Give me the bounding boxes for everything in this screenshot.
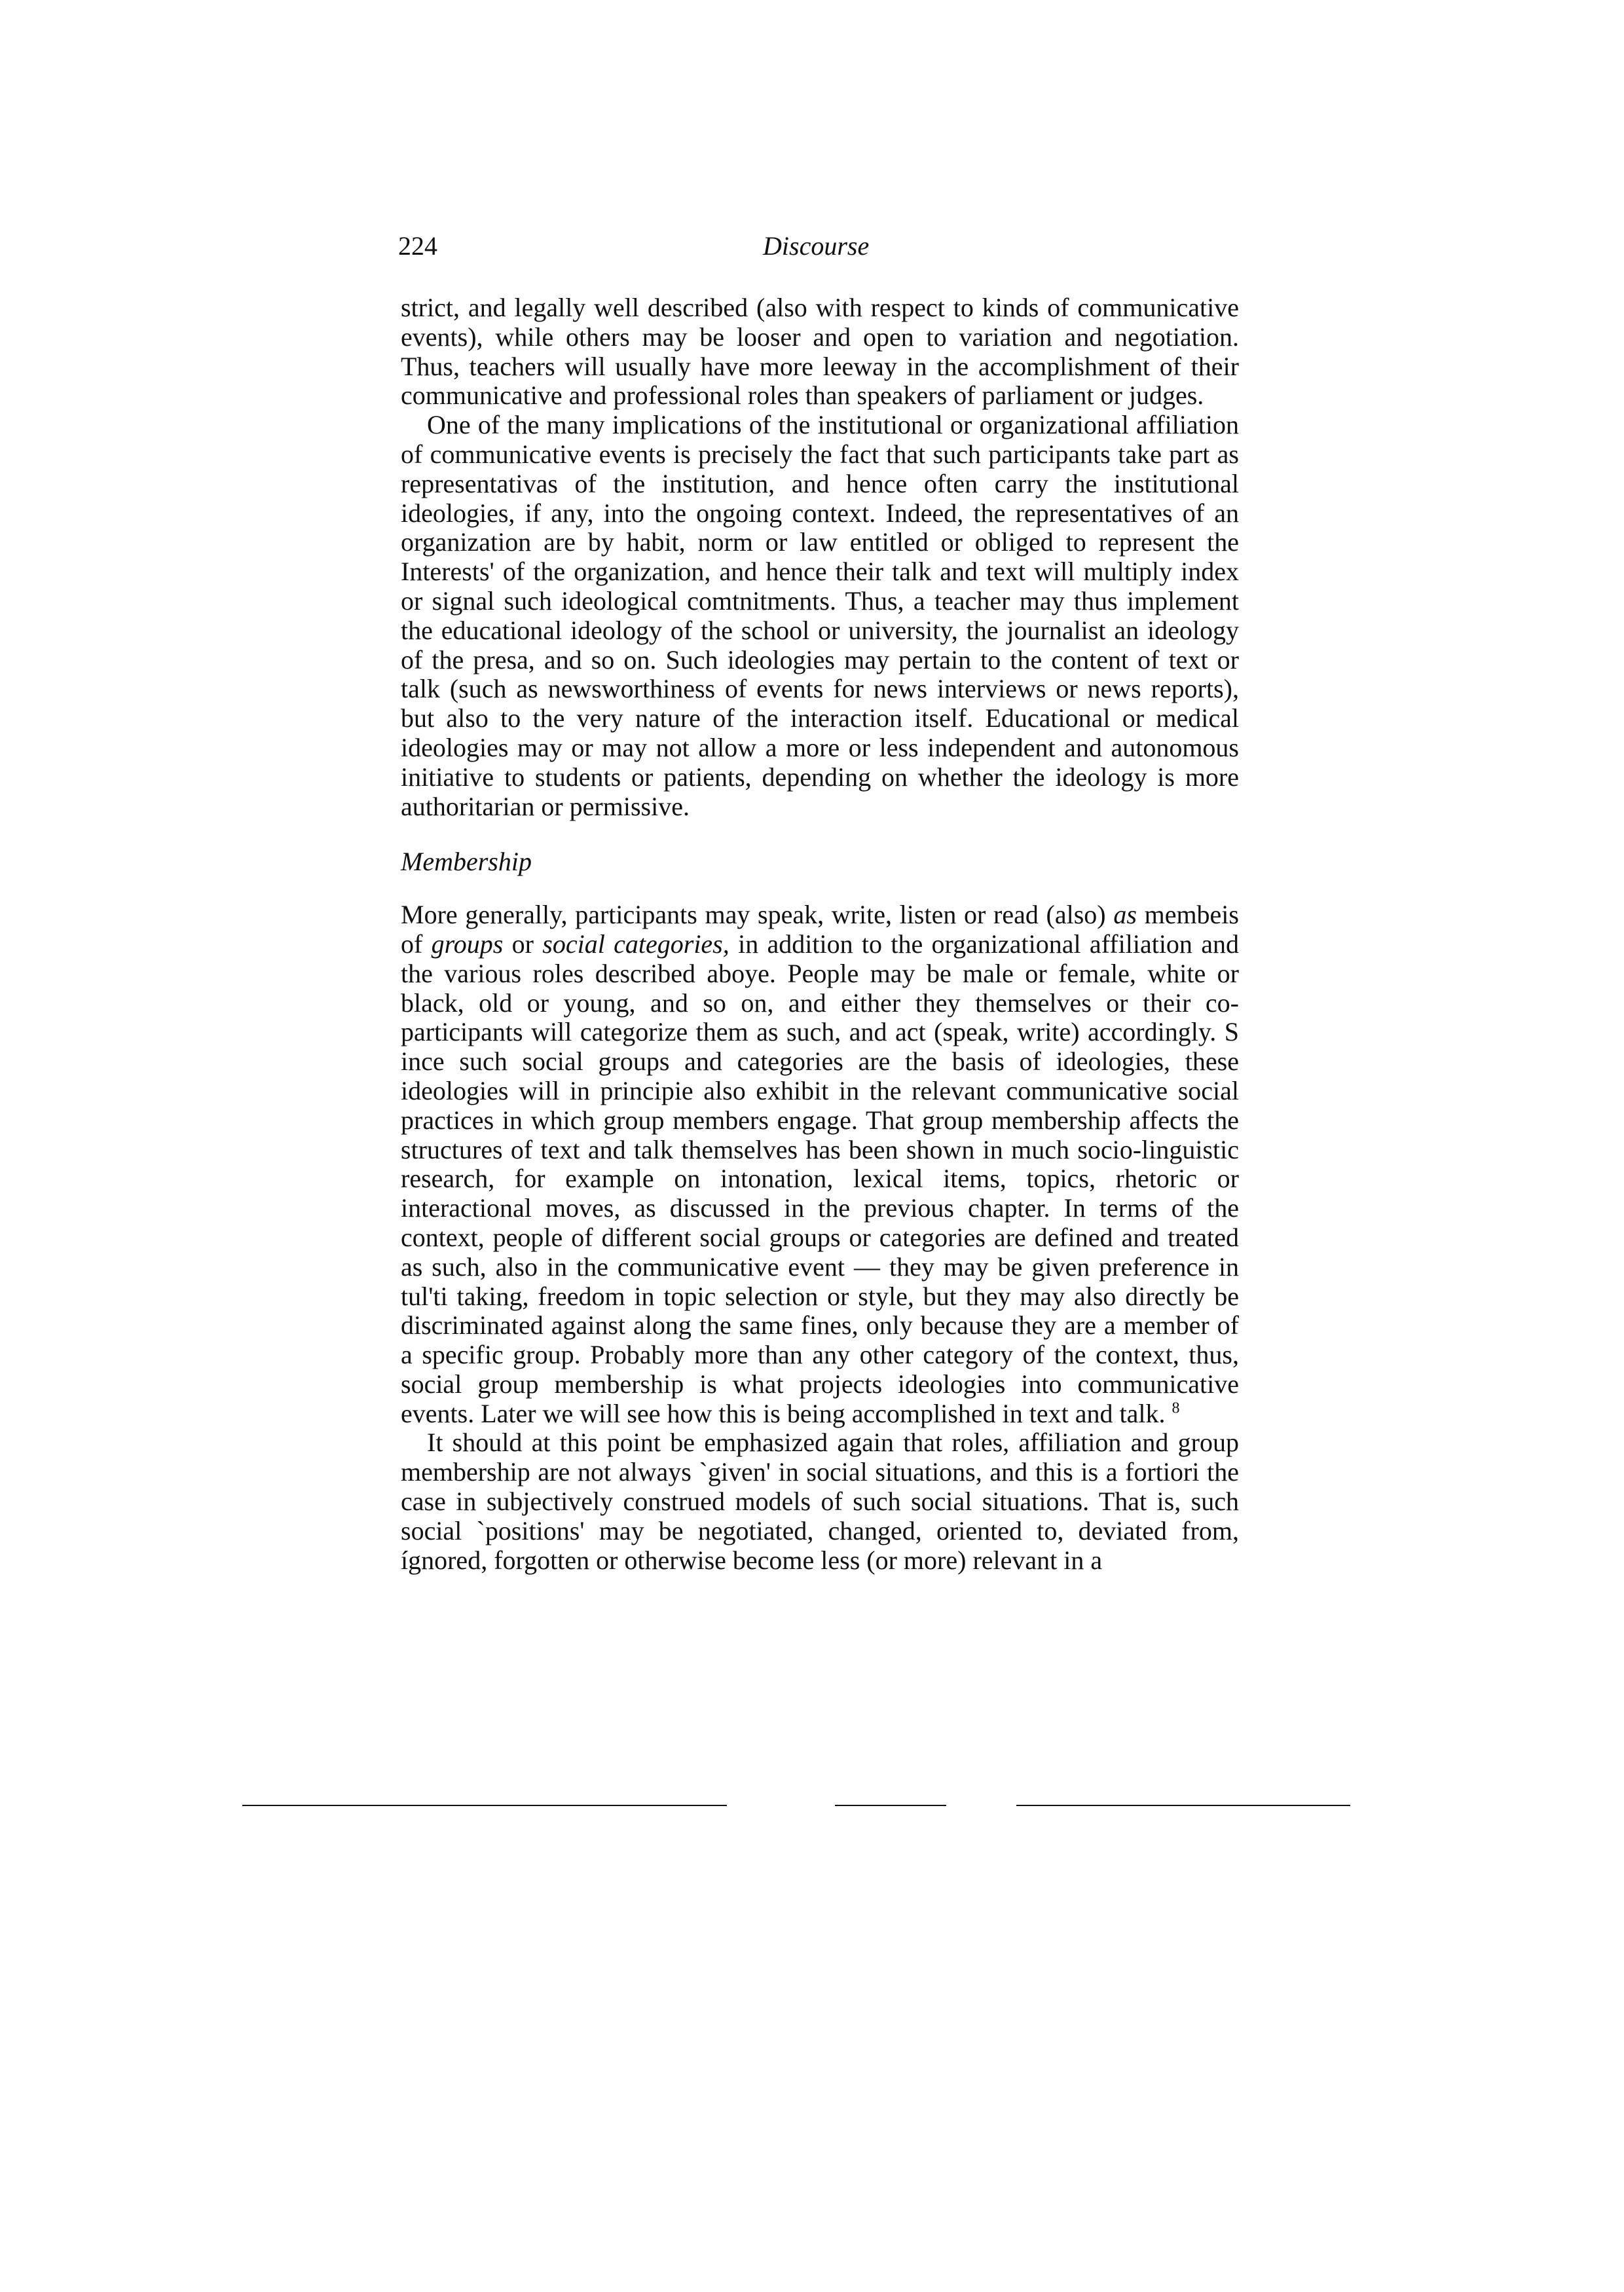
body-text bbox=[401, 293, 1239, 1575]
paragraph-3-part-1: More generally, participants may speak, write, listen or read (also) bbox=[401, 900, 1114, 930]
paragraph-3 bbox=[401, 900, 1239, 1428]
paragraph-3-part-2: membeis of bbox=[401, 900, 1239, 959]
running-head: Discourse bbox=[763, 231, 870, 261]
bottom-rule-right bbox=[1016, 1805, 1350, 1806]
paragraph-3-emphasis-groups: groups bbox=[431, 929, 504, 959]
paragraph-3-part-3: or bbox=[503, 929, 543, 959]
paragraph-4: It should at this point be emphasized again that roles, affiliation and group membership are not always `given' in social situations, and this is a fortiori the case in subjectively construed models of such social situations. That is, such social `positions' may be negotiated, changed, oriented to, deviated from, ígnored, forgotten or otherwise become less (or more) relevant in a bbox=[401, 1428, 1239, 1575]
footnote-reference: 8 bbox=[1172, 1399, 1180, 1417]
paragraph-3-emphasis-as: as bbox=[1113, 900, 1137, 930]
paragraph-3-emphasis-social-categories: social categories, bbox=[542, 929, 729, 959]
bottom-rule-left bbox=[242, 1805, 727, 1806]
paragraph-2: One of the many implications of the institutional or organizational affiliation of communicative events is precisely the fact that such participants take part as representativas of the institution, and hence often carry the institutional ideologies, if any, into the ongoing context. Indeed, the representatives of an organization are by habit, norm or law entitled or obliged to represent the Interests' of the organization, and hence their talk and text will multiply index or signal such ideological comtnitments. Thus, a teacher may thus implement the educational ideology of the school or university, the journalist an ideology of the presa, and so on. Such ideologies may pertain to the content of text or talk (such as newsworthiness of events for news interviews or news reports), but also to the very nature of the interaction itself. Educational or medical ideologies may or may not allow a more or less independent and autonomous initiative to students or patients, depending on whether the ideology is more authoritarian or permissive. bbox=[401, 410, 1239, 821]
section-heading: Membership bbox=[401, 847, 532, 877]
paragraph-1: strict, and legally well described (also with respect to kinds of communicative events), while others may be looser and open to variation and negotiation. Thus, teachers will usually have more leeway in the accomplishment of their communicative and professional roles than speakers of parliament or judges. bbox=[401, 293, 1239, 411]
page-number: 224 bbox=[398, 231, 437, 261]
bottom-rule-center bbox=[835, 1805, 946, 1806]
paragraph-3-part-4: in addition to the organizational affiliation and the various roles described aboye. People may be male or female, white or black, old or young, and so on, and either they themselves or their co-participants will categorize them as such, and act (speak, write) accordingly. S ince such social groups and categories are the basis of ideologies, these ideologies will in principie also exhibit in the relevant communicative social practices in which group members engage. That group membership affects the structures of text and talk themselves has been shown in much socio-linguistic research, for example on intonation, lexical items, topics, rhetoric or interactional moves, as discussed in the previous chapter. In terms of the context, people of different social groups or categories are defined and treated as such, also in the communicative event — they may be given preference in tul'ti taking, freedom in topic selection or style, but they may also directly be discriminated against along the same fines, only because they are a member of a specific group. Probably more than any other category of the context, thus, social group membership is what projects ideologies into communicative events. Later we will see how this is being accomplished in text and talk. bbox=[401, 929, 1240, 1428]
